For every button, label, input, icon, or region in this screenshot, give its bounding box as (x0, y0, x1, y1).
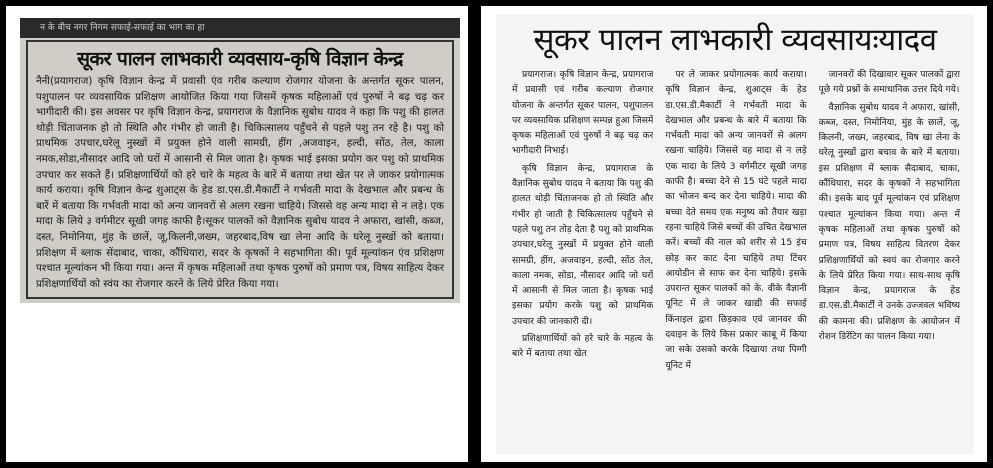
paragraph: कृषि विज्ञान केन्द्र, प्रयागराज के वैज्ञानिक सुबोध यादव ने बताया कि पशु की हालत थोड़ी चिंताजनक हो तो स्थिति और गंभीर हो जाती है चिकित्सालय पहुँचने से पहले पशु तन तोड़ देता है पशु को प्राथमिक उपचार,घरेलू नुस्खों में प्रयुक्त होने वाली सामग्री, हींग, अजवाइन, हल्दी, सोंठ तेल, काला नमक, सोडा, नौसादर आदि जो घरों में आसानी से मिल जाता है। कृषक भाई इसका प्रयोग करके पशु को प्राथमिक उपचार की जानकारी दी। (512, 163, 654, 327)
clipping-top-strip: न के बीच नगर निगम सफाई-सफाई का भाग का हा (20, 18, 460, 38)
right-headline: सूकर पालन लाभकारी व्यवसायःयादव (533, 22, 937, 58)
article-box (26, 40, 454, 299)
paragraph: जानवरों की दिखावार सूकर पालकों द्वारा पूछे गये प्रश्नों के समाधानिक उत्तर दिये गये। (818, 70, 960, 96)
left-newspaper-clipping (20, 18, 460, 303)
paragraph: प्रशिक्षणार्थियों को हरे चारे के महत्व के बारे में बताया तथा खेत (512, 334, 654, 360)
left-article-body: नैनी(प्रयागराज) कृषि विज्ञान केन्द्र में प्रवासी एंव गरीब कल्याण रोजगार योजना के अन्तर्गत सूकर पालन, पशुपालन पर व्यवसायिक प्रशिक्षण आयोजित किया गया जिसमें कृषक महिलाओं एवं पुरुषों ने बढ़ चढ़ कर भागीदारी की। इस अवसर पर कृषि विज्ञान केन्द्र, प्रयागराज के वैज्ञानिक सुबोध यादव ने कहा कि पशु की हालत थोड़ी चिंताजनक हो तो स्थिति और गंभीर हो जाती है। चिकित्सालय पहुँचने से पहले पशु तन रहे है। पशु को प्राथमिक उपचार,घरेलू नुस्खों में प्रयुक्त होने वाली सामग्री, हींग ,अजवाइन, हल्दी, सोंठ, तेल, काला नमक,सोडा,नौसादर आदि जो घरों में आसानी से मिल जाता है। कृषक भाई इसका प्रयोग कर पशु को प्राथमिक उपचार कर सकते हैं। प्रशिक्षणार्थियों को हरे चारे के महत्व के बारें में बताया तथा खेत पर ले जाकर प्रयोगात्मक कार्य कराया। कृषि विज्ञान केन्द्र शुआट्स के हेड डा.एस.डी.मैकार्टी ने गर्भवती मादा के देखभाल और प्रबन्ध के बारें में बताया कि गर्भवती मादा को अन्य जानवरों से अलग रखना चाहिये। जिससे वह अन्य मादा से न लड़े। एक मादा के लिये ३ वर्गमीटर सूखी जगह काफी है।सूकर पालकों को वैज्ञानिक सुबोध यादव ने अफारा, खांसी, कब्ज, दस्त, निमोनिया, मुंह के छालें, जू,किलनी,जख्म, जहरबाद,विष खा लेना आदि के घरेलू नुस्खों को बताया।प्रशिक्षण में ब्लाक सेंदाबाद, चाका, कौंधियारा, सदर के कृषकों ने सहभागिता की। पूर्व मूल्यांकन एंव प्रशिक्षण पश्चात मूल्यांकन भी किया गया। अन्त में कृषक महिलाओं तथा कृषक पुरुषों को प्रमाण पत्र, विषय साहित्य देकर प्रशिक्षणार्थियों को स्वंय का रोजगार करने के लिये प्रेरित किया गया। (36, 76, 444, 290)
paragraph: प्रयागराज। कृषि विज्ञान केन्द्र, प्रयागराज में प्रवासी एवं गरीब कल्याण रोजगार योजना के अन्तर्गत सूकर पालन, पशुपालन पर व्यवसायिक प्रशिक्षण सम्पन्न हुआ जिसमें कृषक महिलाओं एवं पुरुषों ने बढ़ चढ़ कर भागीदारी निभाई। (512, 70, 654, 157)
article-column-3 (819, 68, 960, 448)
paragraph: वैज्ञानिक सुबोध यादव ने अफारा, खांसी, कब्ज, दस्त, निमोनिया, मुंह के छालें, जू, किलनी, जख्म, जहरबाद, विष खा लेना के घरेलू नुस्खों द्वारा बचाव के बारे में बताया। इस प्रशिक्षण में ब्लाक सैदाबाद, चाका, कौंधियारा, सदर के कृषकों ने सहभागिता की। इसके बाद पूर्व मूल्यांकन एवं प्रशिक्षण पश्चात मूल्यांकन किया गया। अन्त में कृषक महिलाओं तथा कृषक पुरुषों को प्रमाण पत्र, विषय साहित्य वितरण देकर प्रशिक्षणार्थियों को स्वयं का रोजगार करने के लिये प्रेरित किया गया। साथ-साथ कृषि विज्ञान केन्द्र, प्रयागराज के हेड डा.एस.डी.मैकार्टी ने उनके उज्जवल भविष्य की कामना की। प्रशिक्षण के आयोजन में रोशन डिरेंटिग का पालन किया गया। (818, 102, 960, 343)
paragraph: पर ले जाकर प्रयोगात्मक कार्य कराया। कृषि विज्ञान केन्द्र, शुआट्स के हेड डा.एस.डी.मैकार्टी ने गर्भवती मादा के देखभाल और प्रबन्ध के बारे में बताया कि गर्भवती मादा को अन्य जानवरों से अलग रखना चाहिये। जिससे वह मादा से न लड़े एक मादा के लिये 3 वर्गमीटर सूखी जगह काफी है। बच्चा देने से 15 घंटे पहले मादा का भोजन बन्द कर देना चाहिये। मादा की बच्चा देते समय एक मनुष्य को तैयार खड़ा रहना चाहिये जिसे बच्चों की उचित देखभाल करें। बच्चों की नाल को शरीर से 15 इंच छोड़ कर काट देना चाहिये तथा टिंचर आयोडीन से साफ कर देना चाहिये। इसके उपरान्त सूकर पालकों को के. वीके वैज्ञानी यूनिट में ले जाकर खाद्यी की सफाई किंनाइल द्वारा छिड़काव एवं जानवर की दवाइन के लिये किस प्रकार काबू में किया जा सके उसको करके दिखाया तथा पिग्गी यूनिट में (665, 70, 807, 371)
article-column-1 (512, 68, 653, 448)
article-column-2 (665, 68, 806, 448)
right-panel (481, 6, 987, 462)
left-headline: सूकर पालन लाभकारी व्यवसाय-कृषि विज्ञान केन्द्र (77, 48, 403, 70)
left-panel (6, 6, 468, 462)
right-newspaper-clipping (496, 14, 974, 454)
article-columns (512, 68, 960, 448)
